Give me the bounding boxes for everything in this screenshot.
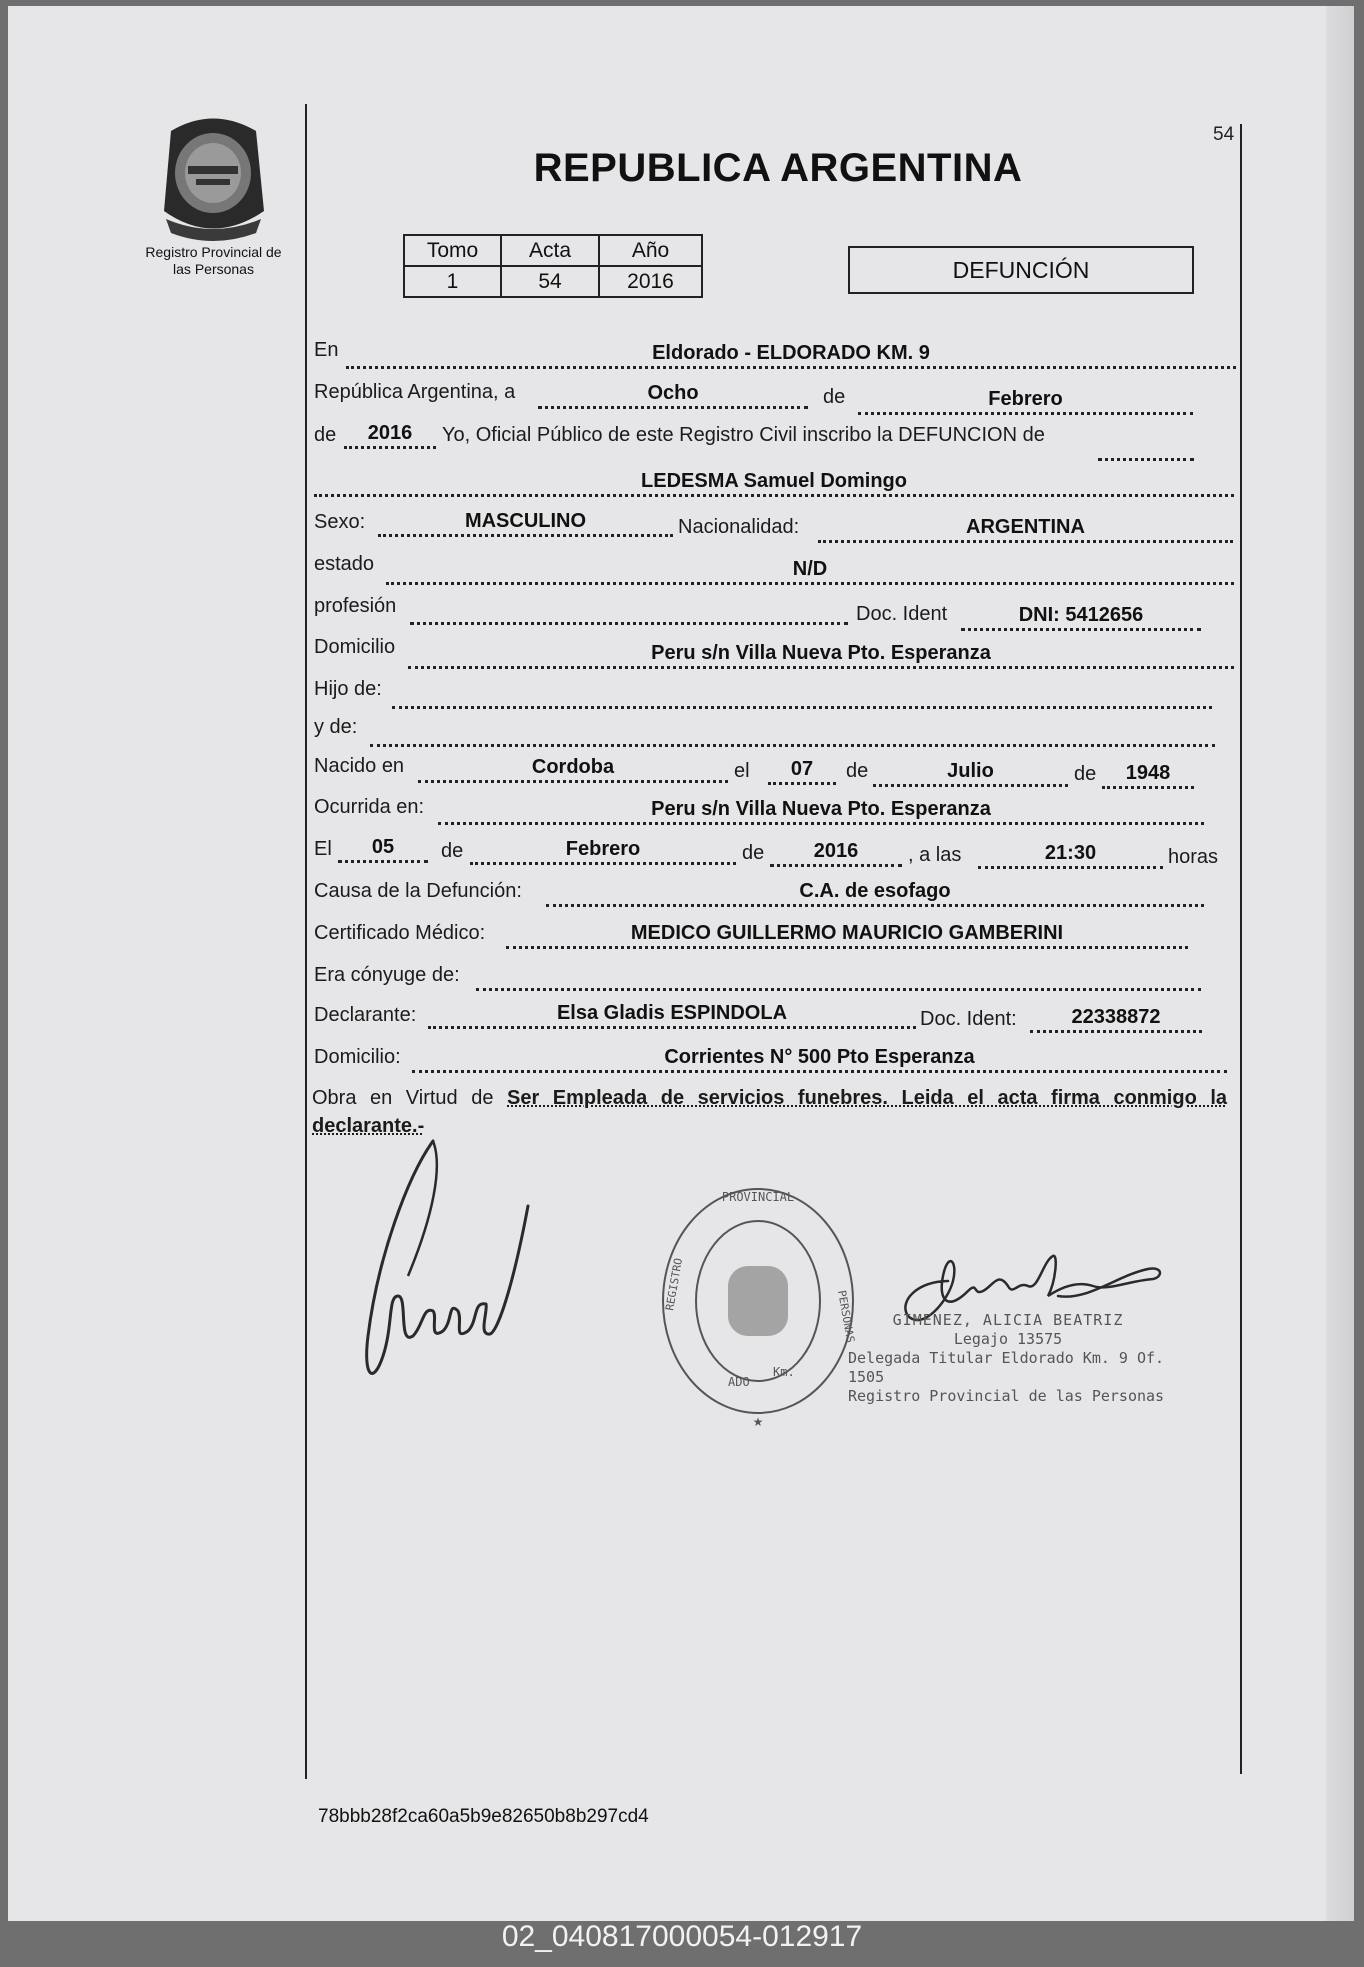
label-domicilio: Domicilio	[314, 636, 396, 658]
officer-stamp	[848, 1311, 1168, 1406]
field-declarante-domicilio: Corrientes N° 500 Pto Esperanza	[412, 1044, 1227, 1073]
field-certificado: MEDICO GUILLERMO MAURICIO GAMBERINI	[506, 920, 1188, 949]
field-def-mes: Febrero	[470, 836, 736, 865]
label-domicilio-declarante: Domicilio:	[314, 1046, 401, 1068]
page-fold-shadow	[1326, 6, 1354, 1921]
page-title: REPUBLICA ARGENTINA	[533, 146, 1023, 190]
field-domicilio: Peru s/n Villa Nueva Pto. Esperanza	[408, 640, 1234, 669]
label-doc-ident: Doc. Ident	[856, 603, 948, 625]
field-lugar: Eldorado - ELDORADO KM. 9	[346, 340, 1236, 369]
record-number-table	[403, 234, 703, 298]
anio-value: 2016	[599, 266, 702, 297]
label-de-6: de	[742, 842, 765, 864]
tomo-value: 1	[404, 266, 501, 297]
label-de-5: de	[441, 840, 464, 862]
certificate-page	[8, 6, 1354, 1921]
left-margin-line	[305, 104, 307, 1779]
label-de-1: de	[823, 386, 846, 408]
label-hijo-de: Hijo de:	[314, 678, 382, 700]
field-conyuge	[476, 962, 1201, 991]
label-conyuge: Era cónyuge de:	[314, 964, 460, 986]
acta-value: 54	[501, 266, 599, 297]
registry-caption	[126, 244, 301, 278]
field-obra: Ser Empleada de servicios funebres. Leida el acta firma conmigo la declarante.-	[312, 1087, 1228, 1137]
field-dia: Ocho	[538, 380, 808, 409]
field-nac-dia: 07	[768, 756, 836, 785]
label-certificado: Certificado Médico:	[314, 922, 486, 944]
label-obra: Obra en Virtud de	[312, 1087, 494, 1109]
label-causa: Causa de la Defunción:	[314, 880, 522, 902]
label-el-cap: El	[314, 838, 332, 860]
acta-header: Acta	[501, 235, 599, 266]
registry-caption-line1: Registro Provincial de	[145, 244, 282, 260]
record-type-box: DEFUNCIÓN	[848, 246, 1194, 294]
field-estado: N/D	[386, 556, 1234, 585]
field-causa: C.A. de esofago	[546, 878, 1204, 907]
field-ocurrida-en: Peru s/n Villa Nueva Pto. Esperanza	[438, 796, 1204, 825]
label-a-las: , a las	[908, 844, 962, 866]
provincia-de-misiones-seal-icon	[156, 111, 271, 241]
svg-text:Km.: Km.	[773, 1365, 795, 1379]
field-nacido-en: Cordoba	[418, 754, 728, 783]
field-def-hora: 21:30	[978, 840, 1163, 869]
label-de-3: de	[846, 760, 869, 782]
field-profesion	[410, 596, 848, 625]
scan-barcode-label: 02_040817000054-012917	[501, 1920, 863, 1953]
field-nac-mes: Julio	[873, 758, 1068, 787]
registry-caption-line2: las Personas	[173, 261, 254, 277]
field-doc-ident: DNI: 5412656	[961, 602, 1201, 631]
field-nombre: LEDESMA Samuel Domingo	[314, 468, 1234, 497]
label-yo-oficial: Yo, Oficial Público de este Registro Civil inscribo la DEFUNCION de	[442, 424, 1045, 446]
label-doc-ident-declarante: Doc. Ident:	[920, 1008, 1017, 1030]
svg-text:PROVINCIAL: PROVINCIAL	[721, 1190, 795, 1204]
label-el: el	[734, 760, 750, 782]
label-estado: estado	[314, 553, 375, 575]
field-def-dia: 05	[338, 834, 428, 863]
tomo-header: Tomo	[404, 235, 501, 266]
label-nacido-en: Nacido en	[314, 755, 405, 777]
label-nacionalidad: Nacionalidad:	[678, 516, 800, 538]
officer-name: GIMENEZ, ALICIA BEATRIZ	[892, 1311, 1124, 1329]
svg-text:REGISTRO: REGISTRO	[663, 1257, 686, 1312]
declarant-signature-icon	[338, 1136, 538, 1386]
anio-header: Año	[599, 235, 702, 266]
field-declarante-doc: 22338872	[1030, 1004, 1202, 1033]
field-anio: 2016	[344, 420, 436, 449]
officer-role: Delegada Titular Eldorado Km. 9 Of. 1505	[848, 1349, 1165, 1386]
label-profesion: profesión	[314, 595, 397, 617]
label-declarante: Declarante:	[314, 1004, 417, 1026]
label-sexo: Sexo:	[314, 511, 366, 533]
delegacion-eldorado-round-stamp-icon	[653, 1181, 863, 1431]
officer-registry: Registro Provincial de las Personas	[848, 1387, 1165, 1405]
field-sexo: MASCULINO	[378, 508, 673, 537]
field-nacionalidad: ARGENTINA	[818, 514, 1233, 543]
field-y-de	[370, 718, 1215, 747]
field-def-anio: 2016	[770, 838, 902, 867]
right-margin-line	[1240, 124, 1242, 1774]
field-declarante: Elsa Gladis ESPINDOLA	[428, 1000, 916, 1029]
document-hash: 78bbb28f2ca60a5b9e82650b8b297cd4	[318, 1806, 649, 1827]
field-hijo-de	[392, 680, 1212, 709]
field-mes: Febrero	[858, 386, 1193, 415]
label-y-de: y de:	[314, 716, 358, 738]
svg-text:ADO: ADO	[728, 1375, 750, 1389]
field-nombre-start	[1098, 432, 1194, 461]
svg-text:PERSONAS: PERSONAS	[835, 1289, 858, 1344]
label-republica: República Argentina, a	[314, 381, 516, 403]
page-number: 54	[1213, 124, 1235, 145]
officer-legajo: Legajo 13575	[953, 1330, 1063, 1348]
label-horas: horas	[1168, 846, 1219, 868]
field-nac-anio: 1948	[1102, 760, 1194, 789]
label-ocurrida-en: Ocurrida en:	[314, 796, 425, 818]
obra-en-virtud	[312, 1084, 1227, 1140]
svg-text:★: ★	[752, 1415, 764, 1429]
label-de-2: de	[314, 424, 337, 446]
label-de-4: de	[1074, 763, 1097, 785]
label-en: En	[314, 339, 339, 361]
